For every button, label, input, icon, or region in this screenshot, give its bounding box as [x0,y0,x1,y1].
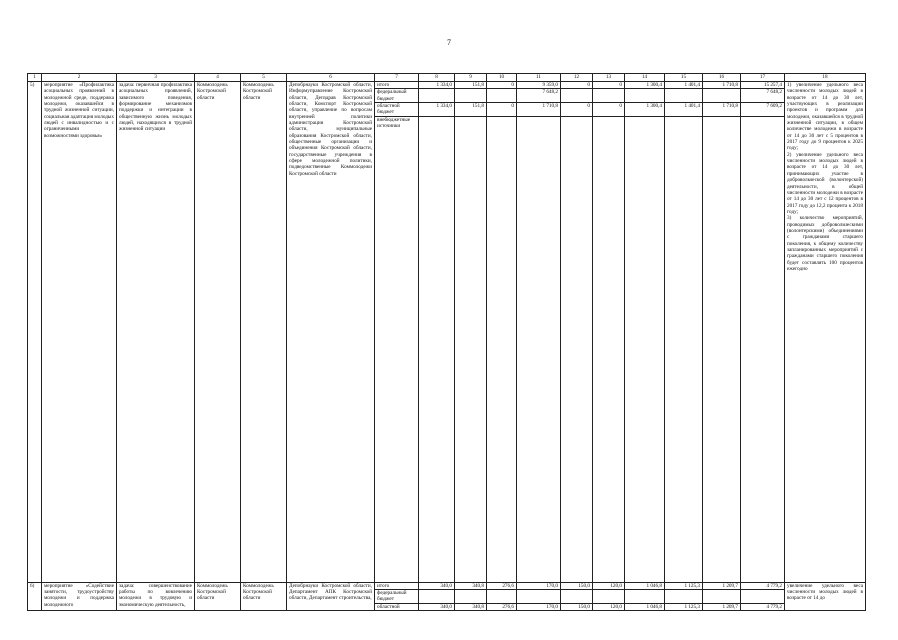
event-name: мероприятие «Содействие занятости, трудоустройству молодежи и поддержка молодежного [42,582,117,610]
value-cell: 170,0 [517,582,561,589]
value-cell [665,116,703,582]
value-cell: 0 [487,82,517,89]
value-cell: 1 710,8 [517,103,561,117]
value-cell: 4 779,2 [741,603,785,610]
value-cell: 150,0 [561,582,593,589]
value-cell: 0 [593,82,625,89]
column-number: 10 [487,74,517,82]
value-cell [625,590,665,604]
row-number: 5) [28,82,42,583]
participants: Депобрнауки Костромской области, Информуправление Костромской области, Депздрав Костромской области, Комспорт Костромской области, управление по вопросам внутренней политики администрации Костромской области, муниципальные образования Костромской области, общественные организации и объединения Костромской области, государственные учреждения в сфере молодежной политики, подведомственные Коммолодежи Костромской области [287,82,375,583]
value-cell [593,89,625,103]
column-number: 11 [517,74,561,82]
value-cell: 9 359,0 [517,82,561,89]
value-cell [561,590,593,604]
value-cell [455,590,487,604]
task-description: задача: совершенствование работы по вовлечению молодежи в трудовую и экономическую деятельность, [117,582,195,610]
value-cell [517,116,561,582]
event-name: мероприятие «Профилактика асоциальных проявлений в молодежной среде, поддержка молодежи, оказавшейся в трудной жизненной ситуации, социальная адаптация молодых людей с инвалидностью и с ограниченными возможностями здоровья» [42,82,117,583]
value-cell [741,590,785,604]
value-cell: 7 648,2 [517,89,561,103]
participants: Депобрнауки Костромской области, Департамент АПК Костромской области, Департамент строительства, [287,582,375,610]
column-number: 9 [455,74,487,82]
value-cell: 1 334,0 [419,82,455,89]
value-cell: 340,8 [455,582,487,589]
value-cell [561,116,593,582]
value-cell: 1 046,8 [625,582,665,589]
value-cell [419,590,455,604]
value-cell [703,116,741,582]
column-number: 7 [375,74,419,82]
value-cell [419,89,455,103]
column-number: 5 [241,74,287,82]
value-cell [703,89,741,103]
funding-source: федеральный бюджет [375,89,419,103]
co-executor: Коммолодежь Костромской области [241,582,287,610]
value-cell [593,590,625,604]
value-cell: 276,6 [487,582,517,589]
column-number-row [28,74,866,82]
program-table [27,73,866,611]
responsible-executor: Коммолодежь Костромской области [195,582,241,610]
value-cell: 1 046,8 [625,603,665,610]
value-cell: 120,0 [593,603,625,610]
value-cell: 1 300,4 [625,82,665,89]
value-cell [455,89,487,103]
column-number: 2 [42,74,117,82]
value-cell: 340,0 [419,603,455,610]
value-cell: 150,0 [561,603,593,610]
value-cell: 1 209,7 [703,603,741,610]
value-cell [455,116,487,582]
value-cell: 1 209,7 [703,582,741,589]
value-cell [625,89,665,103]
column-number: 8 [419,74,455,82]
value-cell: 1 300,4 [625,103,665,117]
row-number: 6) [28,582,42,610]
target-indicators: увеличение удельного веса численности молодых людей в возрасте от 14 до [785,582,866,610]
value-cell [593,116,625,582]
task-description: задача: первичная профилактика асоциальных проявлений, зависимого поведения, формирование механизмов поддержки и интеграции в общественную жизнь молодых людей, находящихся в трудной жизненной ситуации [117,82,195,583]
column-number: 15 [665,74,703,82]
value-cell: 1 125,3 [665,582,703,589]
page-number: 7 [447,38,451,47]
value-cell: 170,0 [517,603,561,610]
table-row [28,582,866,589]
column-number: 6 [287,74,375,82]
value-cell: 15 257,4 [741,82,785,89]
funding-source: областной бюджет [375,103,419,117]
funding-source: итого [375,82,419,89]
funding-source: внебюджетные источники [375,116,419,582]
value-cell [487,89,517,103]
column-number: 17 [741,74,785,82]
column-number: 13 [593,74,625,82]
value-cell: 151,8 [455,82,487,89]
table-row [28,82,866,89]
value-cell [517,590,561,604]
value-cell: 340,0 [419,582,455,589]
value-cell [665,89,703,103]
value-cell [665,590,703,604]
responsible-executor: Коммолодежь Костромской области [195,82,241,583]
value-cell: 0 [487,103,517,117]
value-cell: 1 710,8 [703,82,741,89]
co-executor: Коммолодежь Костромской области [241,82,287,583]
value-cell: 1 401,4 [665,103,703,117]
funding-source: федеральный бюджет [375,590,419,604]
value-cell [561,89,593,103]
value-cell [487,116,517,582]
value-cell [741,116,785,582]
value-cell [703,590,741,604]
value-cell: 1 125,3 [665,603,703,610]
value-cell: 1 334,0 [419,103,455,117]
value-cell [625,116,665,582]
column-number: 14 [625,74,665,82]
value-cell [419,116,455,582]
column-number: 4 [195,74,241,82]
value-cell: 0 [593,103,625,117]
value-cell: 1 710,8 [703,103,741,117]
value-cell: 7 648,2 [741,89,785,103]
value-cell: 120,0 [593,582,625,589]
value-cell: 1 401,4 [665,82,703,89]
funding-source: областной [375,603,419,610]
column-number: 1 [28,74,42,82]
value-cell: 0 [561,103,593,117]
value-cell: 151,8 [455,103,487,117]
value-cell: 276,6 [487,603,517,610]
value-cell: 0 [561,82,593,89]
value-cell: 7 609,2 [741,103,785,117]
column-number: 12 [561,74,593,82]
funding-source: итого [375,582,419,589]
column-number: 3 [117,74,195,82]
value-cell: 340,8 [455,603,487,610]
value-cell: 4 779,2 [741,582,785,589]
target-indicators: 1) увеличение удельного веса численности молодых людей в возрасте от 14 до 30 лет, участвующих в реализации проектов и программ для молодежи, оказавшейся в трудной жизненной ситуации, в общем количестве молодежи в возрасте от 14 до 30 лет с 5 процентов в 2017 году до 9 процентов к 2025 году; 2) увеличение удельного веса численности молодых людей в возрасте от 14 до 30 лет, принимающих участие в добровольческой (волонтерской) деятельности, в общей численности молодежи в возрасте от 14 до 30 лет с 12 процентов в 2017 году до 12,2 процента к 2018 году; 3) количество мероприятий, проводимых добровольческими (волонтерскими) объединениями с гражданами старшего поколения, к общему количеству запланированных мероприятий с гражданами старшего поколения будет составлять 100 процентов ежегодно [785,82,866,583]
column-number: 16 [703,74,741,82]
column-number: 18 [785,74,866,82]
value-cell [487,590,517,604]
